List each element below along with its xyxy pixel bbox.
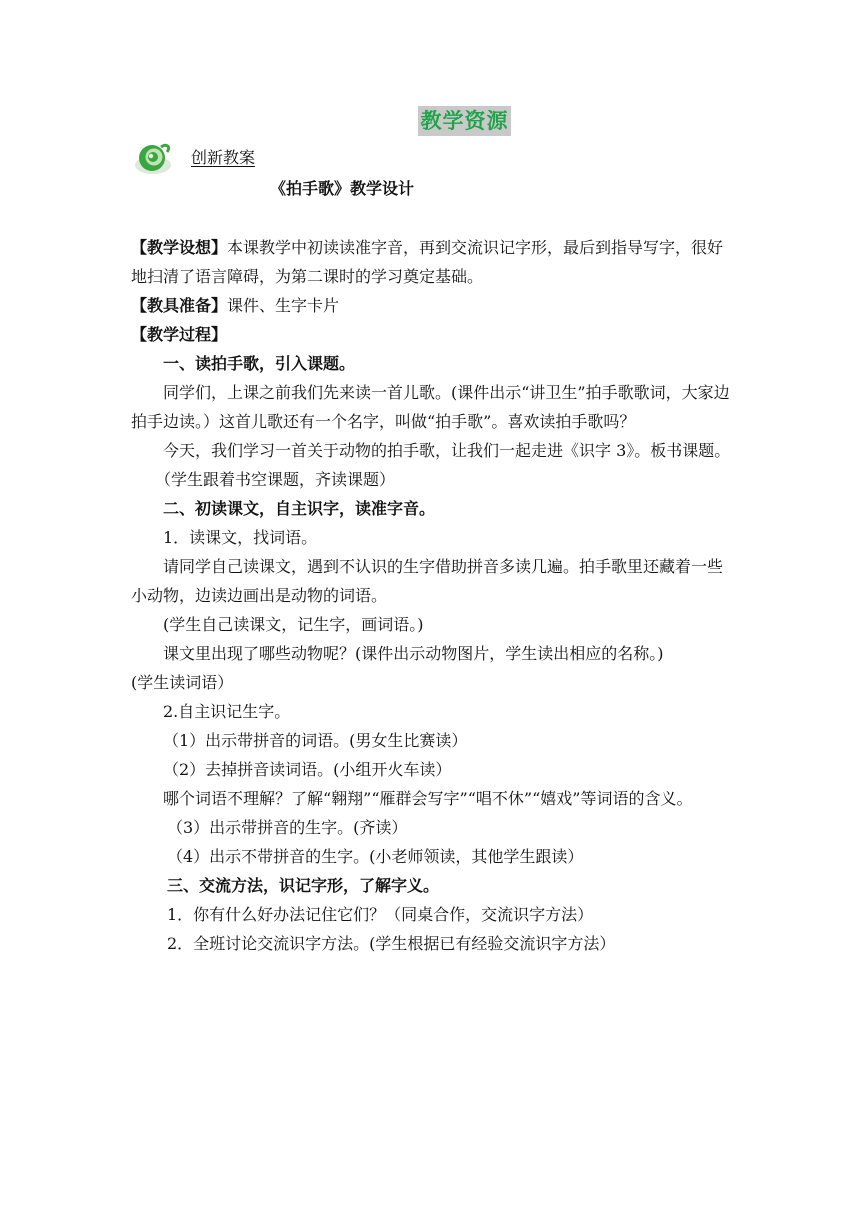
section-3-title: 三、交流方法，识记字形，了解字义。 — [167, 876, 440, 895]
section-2-item: 1．读课文，找词语。 — [163, 528, 318, 547]
green-swirl-logo-icon — [131, 139, 175, 177]
section-1-title: 一、读拍手歌，引入课题。 — [163, 354, 356, 373]
section-3-item: 1．你有什么好办法记住它们？（同桌合作，交流识字方法） — [167, 905, 594, 924]
section-3-item: 2．全班讨论交流识字方法。(学生根据已有经验交流识字方法） — [167, 934, 616, 953]
section-2-paragraph: (学生自己读课文，记生字，画词语。) — [163, 615, 424, 634]
section-2-subitem: （1）出示带拼音的词语。(男女生比赛读） — [163, 731, 468, 750]
section-2-subitem: （4）出示不带拼音的生字。(小老师领读，其他学生跟读） — [167, 847, 584, 866]
design-text: 本课教学中初读读准字音，再到交流识记字形，最后到指导写字，很好地扫清了语言障碍，为第二课时的学习奠定基础。 — [131, 238, 724, 286]
section-2-paragraph: 请同学自己读课文，遇到不认识的生字借助拼音多读几遍。拍手歌里还藏着一些小动物，边读边画出是动物的词语。 — [131, 557, 724, 605]
section-1-paragraph: 同学们，上课之前我们先来读一首儿歌。(课件出示“讲卫生”拍手歌歌词，大家边拍手边读。）这首儿歌还有一个名字，叫做“拍手歌”。喜欢读拍手歌吗？ — [131, 383, 730, 431]
document-body — [131, 233, 733, 958]
innovative-plan-link[interactable]: 创新教案 — [191, 148, 256, 167]
document-title: 《拍手歌》教学设计 — [270, 179, 415, 198]
resource-banner: 教学资源 — [418, 106, 511, 136]
section-2-paragraph: 哪个词语不理解？了解“翱翔”“雁群会写字”“唱不休”“嬉戏”等词语的含义。 — [163, 789, 693, 808]
tools-text: 课件、生字卡片 — [227, 296, 340, 315]
section-2-paragraph: 课文里出现了哪些动物呢？(课件出示动物图片，学生读出相应的名称。) — [163, 644, 664, 663]
section-1-paragraph: 今天，我们学习一首关于动物的拍手歌，让我们一起走进《识字 3》。板书课题。 — [163, 441, 731, 460]
section-2-title: 二、初读课文，自主识字，读准字音。 — [163, 499, 436, 518]
section-2-subitem: （3）出示带拼音的生字。(齐读） — [167, 818, 408, 837]
section-2-item: 2.自主识记生字。 — [163, 702, 291, 721]
tools-label: 【教具准备】 — [131, 296, 228, 315]
section-1-paragraph: （学生跟着书空课题，齐读课题） — [155, 470, 396, 489]
section-2-subitem: （2）去掉拼音读词语。(小组开火车读） — [163, 760, 452, 779]
tools-paragraph — [131, 291, 733, 320]
design-label: 【教学设想】 — [131, 238, 228, 257]
process-label: 【教学过程】 — [131, 325, 228, 344]
section-2-paragraph: (学生读词语） — [131, 673, 234, 692]
design-paragraph — [131, 233, 733, 291]
